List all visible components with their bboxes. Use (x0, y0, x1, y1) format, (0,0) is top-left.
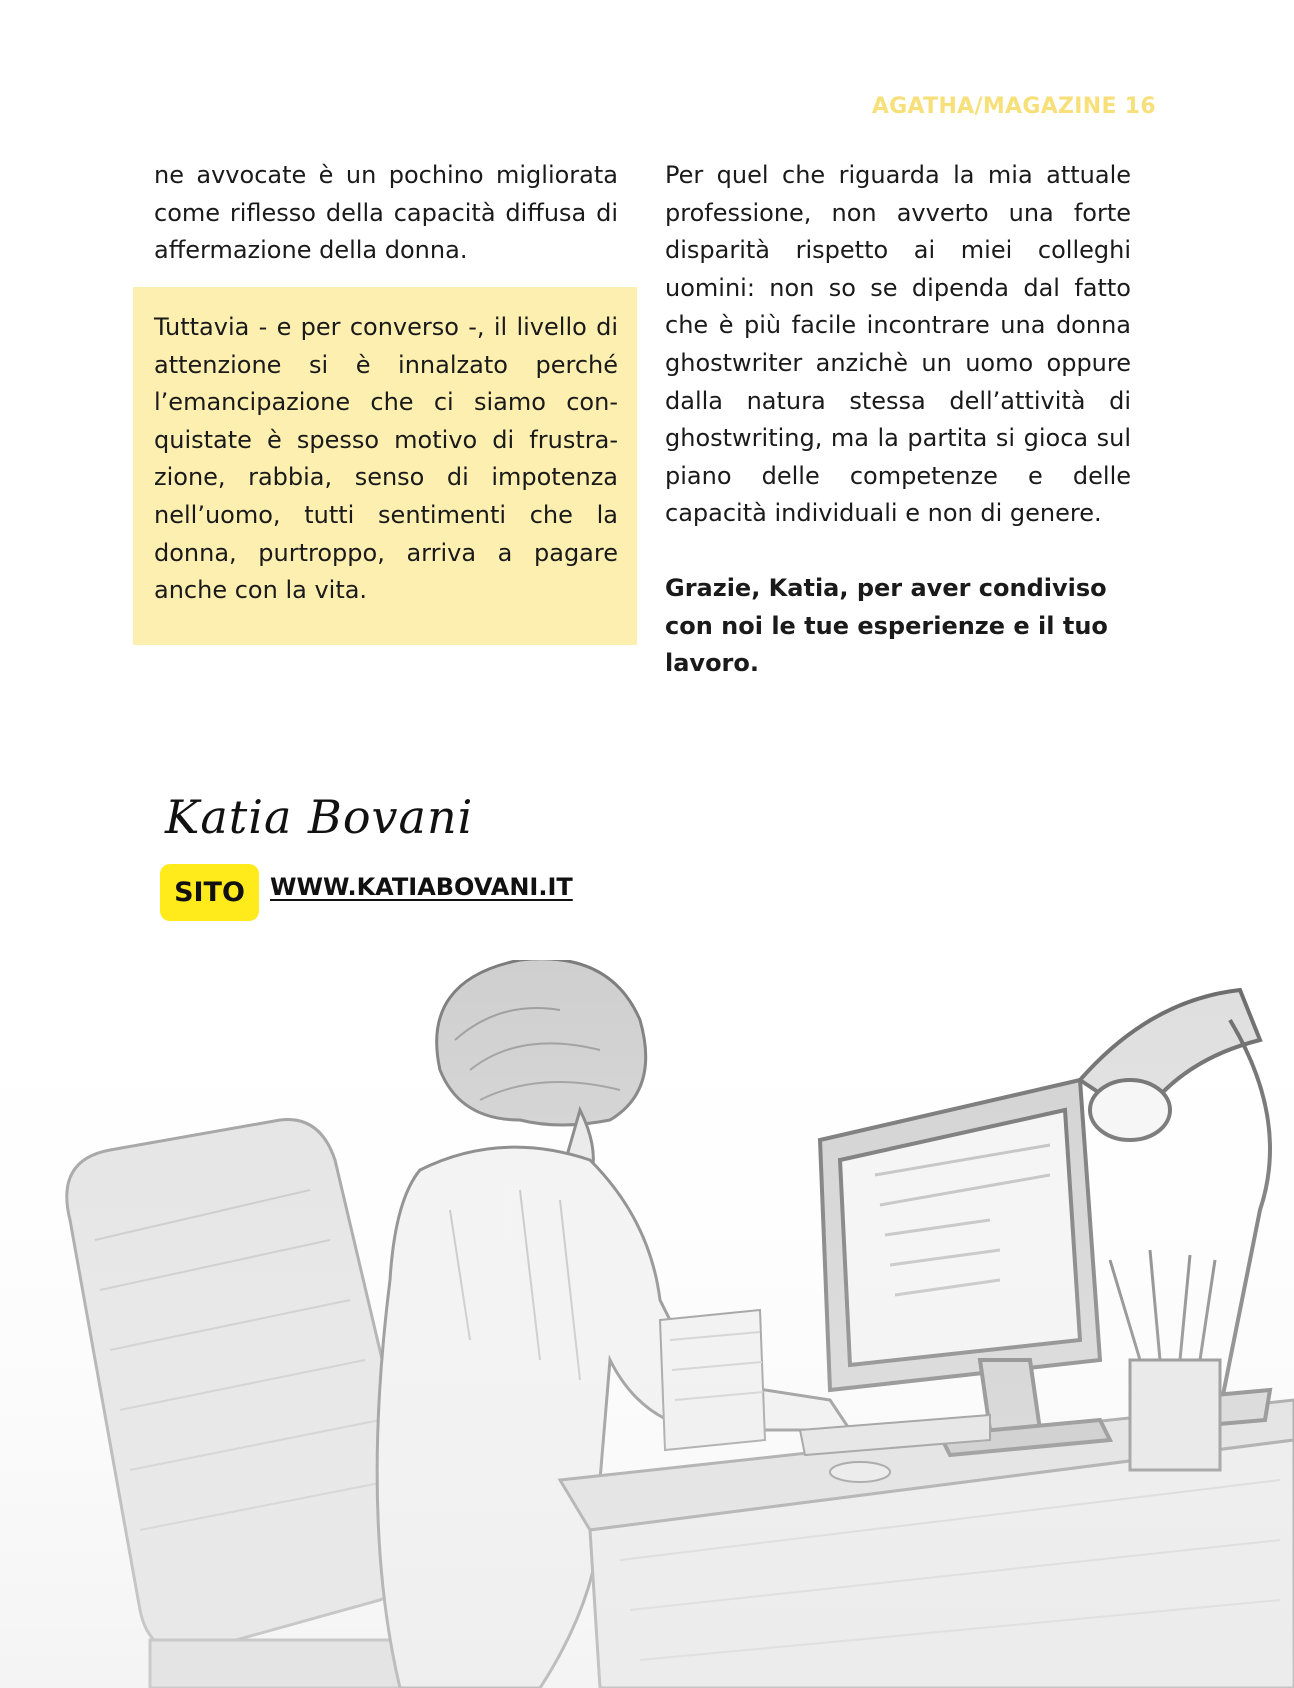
highlight-box (133, 287, 637, 645)
signature: Katia Bovani (165, 790, 474, 844)
left-column-text (154, 157, 618, 270)
woman-at-desk-illustration (0, 960, 1294, 1688)
right-paragraph: Per quel che riguarda la mia attuale professione, non avverto una forte disparità rispetto ai miei colleghi uomini: non so se dipenda dal fatto che è più facile incontrare una donna ghostwriter anzichè un uomo oppure dalla natura stessa dell’attività di ghostwriting, ma la partita si gioca sul piano delle competenze e delle capacità individuali e non di genere. (665, 161, 1131, 528)
sito-badge: SITO (160, 864, 259, 921)
magazine-header: AGATHA/MAGAZINE 16 (871, 94, 1156, 119)
website-link[interactable]: WWW.KATIABOVANI.IT (270, 873, 573, 901)
thanks-paragraph: Grazie, Katia, per aver condiviso con noi le tue esperienze e il tuo lavoro. (665, 573, 1108, 678)
right-column-text (665, 157, 1131, 683)
highlight-paragraph: Tuttavia - e per converso -, il livello di attenzione si è innalzato perché l’emancipazione che ci siamo conquistate è spesso motivo di frustrazione, rabbia, senso di impotenza nell’uomo, tutti sentimenti che la donna, purtroppo, arriva a pagare anche con la vita. (154, 313, 618, 605)
left-paragraph: ne avvocate è un pochino migliorata come riflesso della capacità diffusa di affermazione della donna. (154, 161, 618, 265)
